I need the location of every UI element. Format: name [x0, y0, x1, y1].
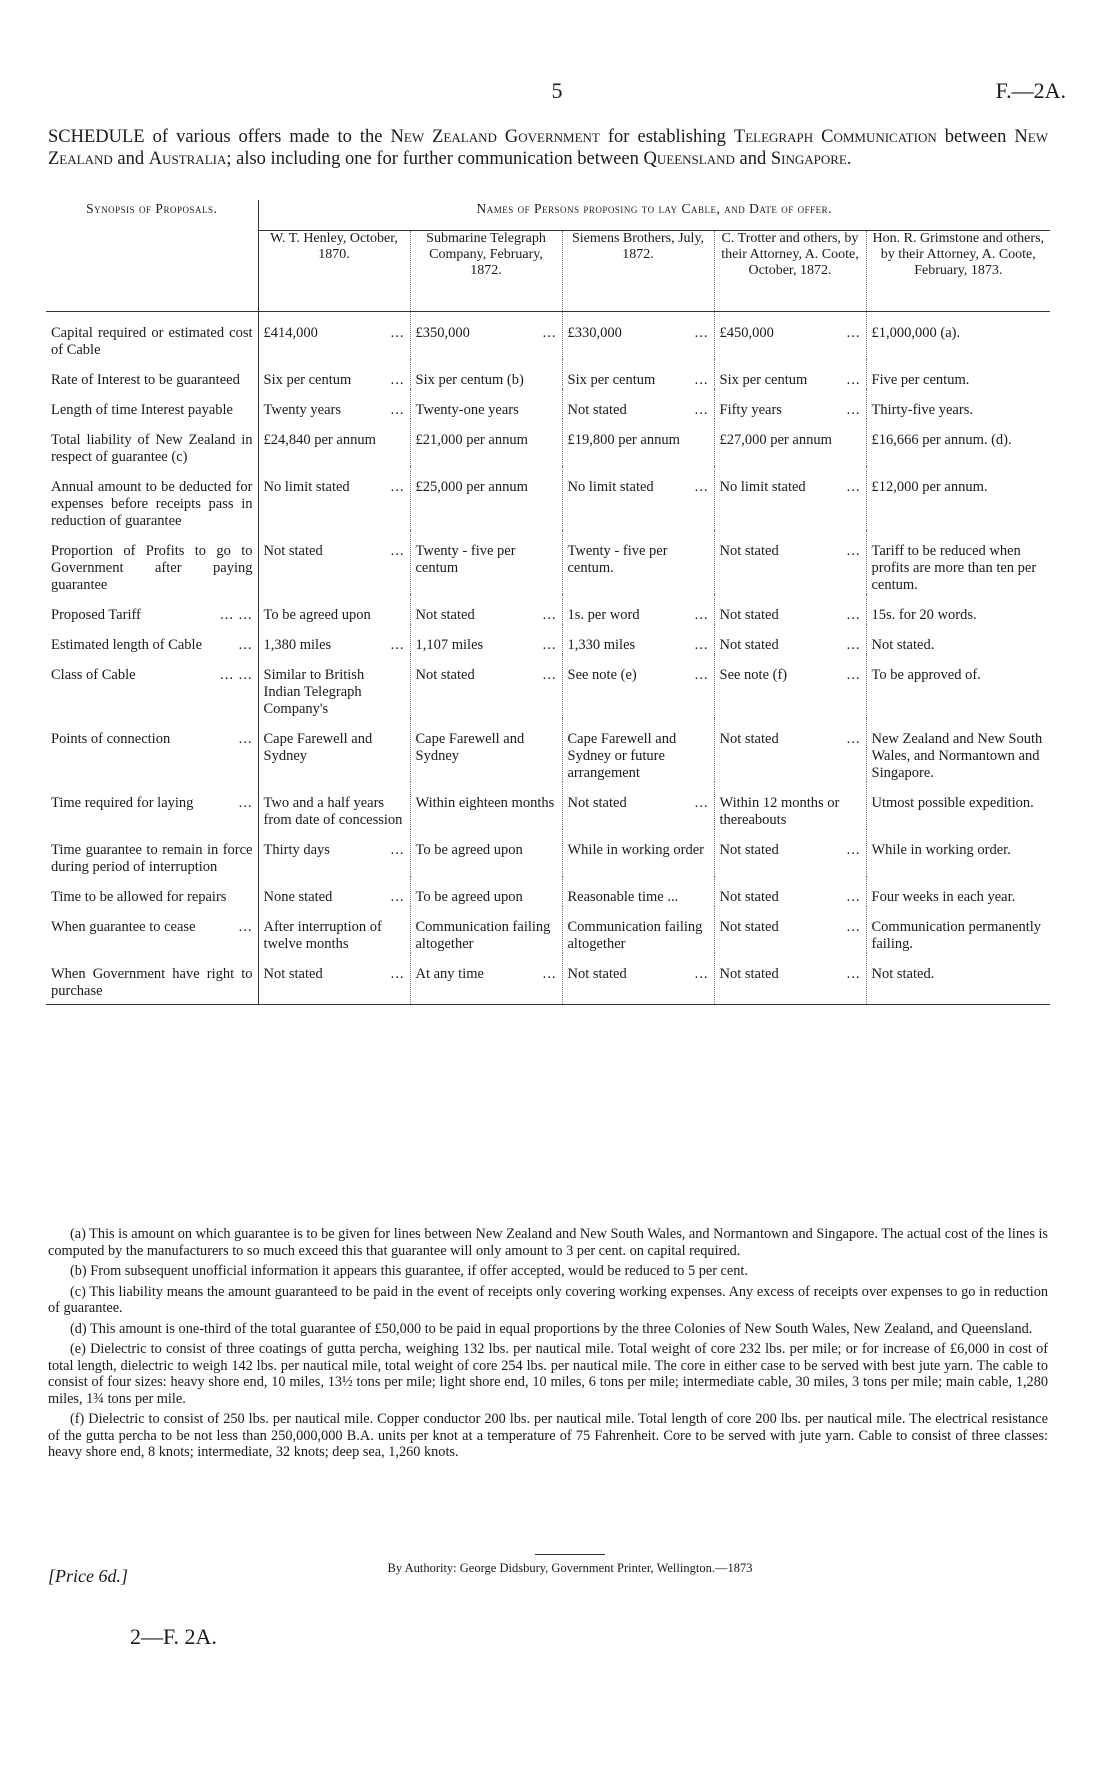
leader-dots: ...: [238, 731, 253, 747]
cell-text: Not stated: [719, 731, 779, 747]
cell-text: Not stated: [719, 607, 779, 623]
table-cell: [410, 624, 562, 654]
row-label: [46, 654, 258, 718]
page-header: [48, 78, 1066, 108]
table-cell: [714, 829, 866, 876]
cell-text: To be agreed upon: [415, 889, 523, 905]
table-cell: [258, 312, 410, 360]
cell-text: £350,000: [415, 325, 470, 341]
cell-text: Not stated: [263, 966, 323, 982]
row-label-text: Time to be allowed for repairs: [51, 889, 227, 905]
table-row: [46, 312, 1050, 360]
cell-text: 15s. for 20 words.: [871, 607, 977, 623]
table-cell: [866, 906, 1050, 953]
leader-dots: ...: [694, 372, 709, 388]
cell-text: Cape Farewell and Sydney: [263, 731, 373, 764]
title-text: for establishing: [599, 127, 734, 147]
table-row: [46, 530, 1050, 594]
table-cell: [866, 829, 1050, 876]
cell-text: Twenty years: [263, 402, 341, 418]
row-label-text: Proportion of Profits to go to Government after paying guarantee: [51, 543, 253, 593]
leader-dots: ...: [694, 479, 709, 495]
cell-text: £414,000: [263, 325, 318, 341]
title-telegraph: Telegraph Communication: [733, 127, 937, 147]
cell-text: No limit stated: [719, 479, 806, 495]
row-label-text: Class of Cable: [51, 667, 136, 683]
leader-dots: ...: [390, 325, 405, 341]
table-cell: [866, 654, 1050, 718]
cell-text: See note (e): [567, 667, 637, 683]
title-sg: Singapore: [770, 149, 847, 169]
title-nz: New Zealand: [48, 127, 1048, 169]
cell-text: Five per centum.: [871, 372, 970, 388]
cell-text: 1,380 miles: [263, 637, 332, 653]
leader-dots: ...: [542, 325, 557, 341]
table-cell: [410, 389, 562, 419]
title-text: and: [112, 149, 149, 169]
cell-text: While in working order.: [871, 842, 1011, 858]
schedule-table: [46, 200, 1050, 1005]
row-label-text: Annual amount to be deducted for expenses before receipts pass in reduction of guarantee: [51, 479, 253, 529]
table-cell: [714, 718, 866, 782]
row-label: [46, 312, 258, 360]
title-govt: New Zealand Government: [390, 127, 600, 147]
table-row: [46, 654, 1050, 718]
cell-text: While in working order: [567, 842, 705, 858]
leader-dots: ...: [694, 667, 709, 683]
table-row: [46, 876, 1050, 906]
leader-dots: ...: [694, 402, 709, 418]
table-cell: [562, 594, 714, 624]
row-label: [46, 906, 258, 953]
schedule-table-wrap: [46, 200, 1050, 1005]
leader-dots: ...: [390, 372, 405, 388]
cell-text: Not stated.: [871, 637, 935, 653]
cell-text: 1,330 miles: [567, 637, 636, 653]
row-label-text: Estimated length of Cable: [51, 637, 203, 653]
leader-dots: ...: [846, 372, 861, 388]
cell-text: 1,107 miles: [415, 637, 484, 653]
table-cell: [410, 594, 562, 624]
cell-text: At any time: [415, 966, 484, 982]
leader-dots: ...: [846, 667, 861, 683]
leader-dots: ...: [694, 325, 709, 341]
footnote: (f) Dielectric to consist of 250 lbs. per nautical mile. Copper conductor 200 lbs. per nautical mile. Total length of core 200 lbs. per nautical mile. The electrical resistance of the gutta percha to be not less than 250,000,000 B.A. units per knot at a temperature of 75 Fahrenheit. Core to be served with jute yarn. Cable to consist of three classes: heavy shore end, 8 knots; intermediate, 32 knots; deep sea, 1,260 knots.: [48, 1411, 1048, 1460]
table-row: [46, 594, 1050, 624]
title-qld: Queensland: [643, 149, 735, 169]
table-cell: [714, 782, 866, 829]
table-row: [46, 906, 1050, 953]
authority-text: By Authority: George Didsbury, Government Printer, Wellington.—1873: [387, 1561, 753, 1575]
row-label-text: Rate of Interest to be guaranteed: [51, 372, 240, 388]
cell-text: Within eighteen months: [415, 795, 555, 811]
table-cell: [562, 312, 714, 360]
cell-text: None stated: [263, 889, 333, 905]
table-cell: [258, 359, 410, 389]
cell-text: Communication failing altogether: [415, 919, 551, 952]
paper-reference: F.—2A.: [995, 78, 1066, 103]
table-row: [46, 782, 1050, 829]
table-cell: [258, 654, 410, 718]
cell-text: 1s. per word: [567, 607, 640, 623]
cell-text: Two and a half years from date of concession: [263, 795, 403, 828]
table-row: [46, 359, 1050, 389]
table-cell: [714, 312, 866, 360]
table-cell: [714, 876, 866, 906]
table-cell: [258, 953, 410, 1005]
table-cell: [562, 782, 714, 829]
leader-dots: ...: [846, 479, 861, 495]
table-cell: [562, 654, 714, 718]
table-cell: [258, 466, 410, 530]
leader-dots: ...: [238, 919, 253, 935]
cell-text: Communication permanently failing.: [871, 919, 1042, 952]
cell-text: New Zealand and New South Wales, and Normantown and Singapore.: [871, 731, 1043, 781]
page-number: 5: [551, 78, 563, 103]
cell-text: Not stated: [719, 637, 779, 653]
cell-text: See note (f): [719, 667, 788, 683]
title-text: and: [734, 149, 771, 169]
signature-mark: 2—F. 2A.: [130, 1624, 217, 1649]
leader-dots: ...: [846, 731, 861, 747]
cell-text: £25,000 per annum: [415, 479, 528, 495]
table-cell: [866, 876, 1050, 906]
table-cell: [258, 624, 410, 654]
leader-dots: ...: [542, 966, 557, 982]
cell-text: Six per centum (b): [415, 372, 524, 388]
table-cell: [410, 312, 562, 360]
table-cell: [562, 624, 714, 654]
row-label-text: Points of connection: [51, 731, 171, 747]
table-cell: [714, 624, 866, 654]
cell-text: Twenty - five per centum: [415, 543, 516, 576]
table-cell: [714, 419, 866, 466]
leader-dots: ...: [694, 637, 709, 653]
row-label-text: Capital required or estimated cost of Cable: [51, 325, 253, 358]
table-cell: [410, 654, 562, 718]
row-label-text: Proposed Tariff: [51, 607, 141, 623]
cell-text: Six per centum: [567, 372, 656, 388]
table-cell: [866, 624, 1050, 654]
row-label-text: When Government have right to purchase: [51, 966, 253, 999]
table-row: [46, 718, 1050, 782]
table-row: [46, 419, 1050, 466]
table-row: [46, 389, 1050, 419]
footnote: (e) Dielectric to consist of three coatings of gutta percha, weighing 132 lbs. per nautical mile. Total weight of core 232 lbs. per mile; or for increase of £6,000 in cost of total length, dielectric to weigh 142 lbs. per nautical mile, total weight of core 254 lbs. per nautical mile. The core in either case to be served with best jute yarn. The cable to consist of four sizes: heavy shore end, 10 miles, 13½ tons per mile; light shore end, 10 miles, 6 tons per mile; intermediate cable, 30 miles, 3 tons per mile; main cable, 1,280 miles, 1¾ tons per mile.: [48, 1341, 1048, 1407]
table-cell: [410, 906, 562, 953]
schedule-title: [48, 126, 1048, 170]
leader-dots: ...: [694, 966, 709, 982]
table-cell: [410, 782, 562, 829]
table-cell: [866, 594, 1050, 624]
cell-text: Not stated: [719, 889, 779, 905]
table-cell: [866, 359, 1050, 389]
leader-dots: ...: [390, 637, 405, 653]
cell-text: Not stated: [263, 543, 323, 559]
table-cell: [714, 466, 866, 530]
cell-text: Not stated: [719, 966, 779, 982]
table-row: [46, 953, 1050, 1005]
cell-text: £12,000 per annum.: [871, 479, 988, 495]
table-cell: [714, 530, 866, 594]
table-cell: [410, 953, 562, 1005]
cell-text: Cape Farewell and Sydney or future arrangement: [567, 731, 677, 781]
cell-text: Not stated: [719, 842, 779, 858]
cell-text: Not stated.: [871, 966, 935, 982]
row-label: [46, 419, 258, 466]
leader-dots: ...: [390, 842, 405, 858]
table-cell: [562, 906, 714, 953]
leader-dots: ...: [846, 325, 861, 341]
table-cell: [562, 953, 714, 1005]
footnote: (a) This is amount on which guarantee is to be given for lines between New Zealand and New South Wales, and Normantown and Singapore. The actual cost of the lines is computed by the manufacturers to so much exceed this that guarantee will only amount to 3 per cent. on capital required.: [48, 1226, 1048, 1259]
cell-text: Reasonable time ...: [567, 889, 679, 905]
leader-dots: ...: [238, 795, 253, 811]
row-label: [46, 389, 258, 419]
table-cell: [866, 953, 1050, 1005]
proposer-header-5: Hon. R. Grimstone and others, by their Attorney, A. Coote, February, 1873.: [866, 231, 1050, 312]
leader-dots: ... ...: [220, 607, 253, 623]
cell-text: Cape Farewell and Sydney: [415, 731, 525, 764]
table-cell: [562, 419, 714, 466]
title-text: between: [936, 127, 1015, 147]
table-cell: [562, 876, 714, 906]
cell-text: Twenty - five per centum.: [567, 543, 668, 576]
proposer-header-3: Siemens Brothers, July, 1872.: [562, 231, 714, 312]
table-cell: [866, 718, 1050, 782]
row-label-text: Length of time Interest payable: [51, 402, 233, 418]
cell-text: No limit stated: [263, 479, 350, 495]
row-label: [46, 876, 258, 906]
table-cell: [562, 829, 714, 876]
cell-text: £21,000 per annum: [415, 432, 528, 448]
proposers-group-header: Names of Persons proposing to lay Cable, and Date of offer.: [258, 200, 1050, 231]
cell-text: To be approved of.: [871, 667, 981, 683]
cell-text: To be agreed upon: [415, 842, 523, 858]
leader-dots: ...: [542, 667, 557, 683]
cell-text: Six per centum: [719, 372, 808, 388]
table-cell: [258, 906, 410, 953]
cell-text: Thirty-five years.: [871, 402, 973, 418]
leader-dots: ... ...: [220, 667, 253, 683]
row-label-text: Time required for laying: [51, 795, 194, 811]
row-label: [46, 594, 258, 624]
cell-text: Not stated: [567, 795, 627, 811]
leader-dots: ...: [542, 607, 557, 623]
table-row: [46, 624, 1050, 654]
table-row: [46, 829, 1050, 876]
table-cell: [258, 876, 410, 906]
cell-text: To be agreed upon: [263, 607, 371, 623]
cell-text: Six per centum: [263, 372, 352, 388]
table-cell: [410, 718, 562, 782]
proposer-header-2: Submarine Telegraph Company, February, 1872.: [410, 231, 562, 312]
leader-dots: ...: [390, 479, 405, 495]
table-cell: [562, 359, 714, 389]
cell-text: After interruption of twelve months: [263, 919, 382, 952]
table-cell: [562, 466, 714, 530]
leader-dots: ...: [390, 402, 405, 418]
footnote: (c) This liability means the amount guaranteed to be paid in the event of receipts only covering working expenses. Any excess of receipts over expenses to go in reduction of guarantee.: [48, 1283, 1048, 1316]
leader-dots: ...: [694, 795, 709, 811]
cell-text: Not stated: [719, 543, 779, 559]
row-label: [46, 466, 258, 530]
leader-dots: ...: [846, 966, 861, 982]
leader-dots: ...: [846, 543, 861, 559]
row-label-text: Total liability of New Zealand in respect of guarantee (c): [51, 432, 253, 465]
table-cell: [714, 359, 866, 389]
footnotes: [48, 1226, 1048, 1465]
title-text: SCHEDULE of various offers made to the: [48, 127, 391, 147]
table-cell: [714, 953, 866, 1005]
leader-dots: ...: [542, 637, 557, 653]
table-cell: [714, 906, 866, 953]
leader-dots: ...: [694, 607, 709, 623]
cell-text: Not stated: [567, 402, 627, 418]
title-text: .: [846, 149, 852, 169]
leader-dots: ...: [846, 842, 861, 858]
cell-text: Communication failing altogether: [567, 919, 703, 952]
table-cell: [410, 530, 562, 594]
table-cell: [714, 594, 866, 624]
table-cell: [410, 419, 562, 466]
cell-text: No limit stated: [567, 479, 654, 495]
table-cell: [562, 389, 714, 419]
table-cell: [410, 876, 562, 906]
table-cell: [562, 530, 714, 594]
table-cell: [562, 718, 714, 782]
proposer-header-4: C. Trotter and others, by their Attorney, A. Coote, October, 1872.: [714, 231, 866, 312]
cell-text: Tariff to be reduced when profits are more than ten per centum.: [871, 543, 1037, 593]
cell-text: Four weeks in each year.: [871, 889, 1016, 905]
cell-text: Thirty days: [263, 842, 330, 858]
leader-dots: ...: [238, 637, 253, 653]
table-cell: [714, 389, 866, 419]
table-cell: [866, 389, 1050, 419]
leader-dots: ...: [846, 637, 861, 653]
row-label: [46, 829, 258, 876]
printer-authority: [310, 1554, 830, 1576]
row-label: [46, 718, 258, 782]
leader-dots: ...: [846, 889, 861, 905]
cell-text: Twenty-one years: [415, 402, 519, 418]
table-cell: [866, 782, 1050, 829]
table-cell: [258, 782, 410, 829]
cell-text: £24,840 per annum: [263, 432, 376, 448]
cell-text: Not stated: [567, 966, 627, 982]
table-cell: [258, 594, 410, 624]
table-cell: [714, 654, 866, 718]
footnote: (b) From subsequent unofficial information it appears this guarantee, if offer accepted, would be reduced to 5 per cent.: [70, 1263, 748, 1279]
cell-text: £1,000,000 (a).: [871, 325, 961, 341]
leader-dots: ...: [390, 543, 405, 559]
price-label: [Price 6d.]: [48, 1566, 128, 1586]
table-cell: [258, 718, 410, 782]
table-cell: [410, 466, 562, 530]
title-text: ; also including one for further communication between: [226, 149, 644, 169]
row-label-text: Time guarantee to remain in force during period of interruption: [51, 842, 253, 875]
synopsis-header: Synopsis of Proposals.: [46, 200, 258, 312]
cell-text: Not stated: [415, 607, 475, 623]
schedule-rows: [46, 312, 1050, 1005]
cell-text: Similar to British Indian Telegraph Company's: [263, 667, 365, 717]
row-label: [46, 782, 258, 829]
proposer-header-1: W. T. Henley, October, 1870.: [258, 231, 410, 312]
leader-dots: ...: [846, 607, 861, 623]
table-cell: [258, 389, 410, 419]
cell-text: Not stated: [415, 667, 475, 683]
cell-text: £16,666 per annum. (d).: [871, 432, 1012, 448]
table-cell: [866, 466, 1050, 530]
cell-text: Fifty years: [719, 402, 782, 418]
leader-dots: ...: [390, 889, 405, 905]
table-cell: [258, 829, 410, 876]
table-cell: [258, 419, 410, 466]
table-cell: [866, 312, 1050, 360]
row-label: [46, 953, 258, 1005]
title-au: Australia: [148, 149, 227, 169]
leader-dots: ...: [390, 966, 405, 982]
table-cell: [866, 419, 1050, 466]
authority-rule: [535, 1554, 605, 1555]
table-cell: [866, 530, 1050, 594]
row-label-text: When guarantee to cease: [51, 919, 196, 935]
cell-text: £27,000 per annum: [719, 432, 832, 448]
leader-dots: ...: [846, 919, 861, 935]
cell-text: Within 12 months or thereabouts: [719, 795, 840, 828]
table-cell: [410, 359, 562, 389]
row-label: [46, 624, 258, 654]
table-cell: [258, 530, 410, 594]
cell-text: £19,800 per annum: [567, 432, 680, 448]
cell-text: Utmost possible expedition.: [871, 795, 1034, 811]
cell-text: Not stated: [719, 919, 779, 935]
row-label: [46, 359, 258, 389]
table-cell: [410, 829, 562, 876]
cell-text: £330,000: [567, 325, 622, 341]
footnote: (d) This amount is one-third of the total guarantee of £50,000 to be paid in equal proportions by the three Colonies of New South Wales, New Zealand, and Queensland.: [70, 1320, 1033, 1337]
leader-dots: ...: [846, 402, 861, 418]
cell-text: £450,000: [719, 325, 774, 341]
row-label: [46, 530, 258, 594]
table-row: [46, 466, 1050, 530]
